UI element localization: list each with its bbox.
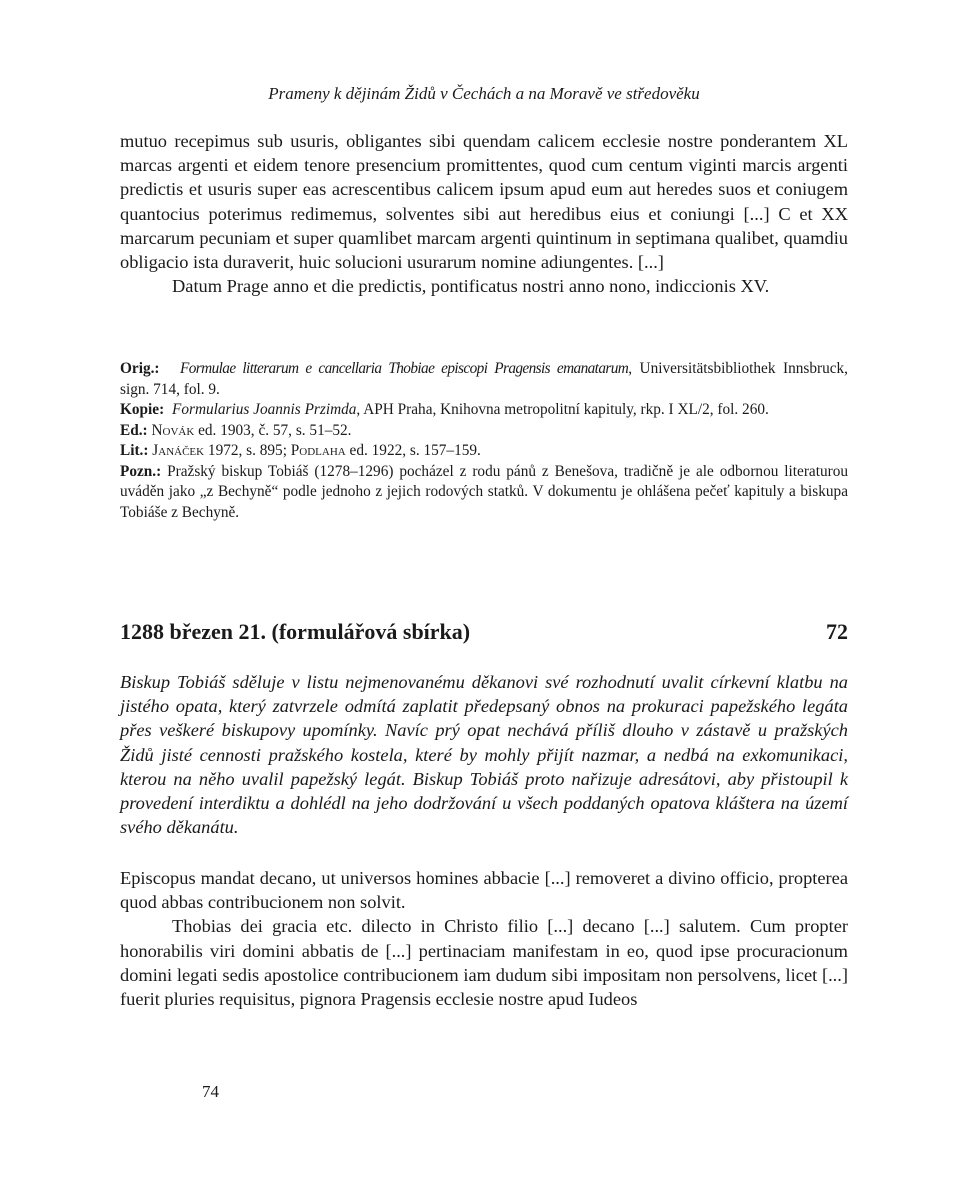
note-pozn <box>120 462 848 524</box>
note-label: Kopie: <box>120 401 165 418</box>
author-name: Novák <box>151 421 195 439</box>
charter-number: 72 <box>826 619 848 644</box>
source-location: , APH Praha, Knihovna metropolitní kapituly, rkp. I XL/2, fol. 260. <box>356 401 769 418</box>
charter-summary: Episcopus mandat decano, ut universos homines abbacie [...] removeret a divino officio, propterea quod abbas contribucionem non solvit. <box>120 868 848 913</box>
note-label: Orig.: <box>120 360 160 377</box>
charter-regest <box>120 670 848 839</box>
note-label: Pozn.: <box>120 462 162 480</box>
note-text: Pražský biskup Tobiáš (1278–1296) pocházel z rodu pánů z Benešova, tradičně je ale odbornou literaturou uváděn jako „z Bechyně“ podle jednoho z jejich rodových statků. V dokumentu je ohlášena pečeť kapituly a biskupa Tobiáše z Bechyně. <box>120 462 848 521</box>
note-lit <box>120 441 848 462</box>
dating-clause: Datum Prage anno et die predictis, pontificatus nostri anno nono, indiccionis XV. <box>172 276 770 297</box>
note-label: Ed.: <box>120 421 148 439</box>
note-orig <box>120 359 848 400</box>
charter-date-title: 1288 březen 21. (formulářová sbírka) <box>120 619 471 644</box>
author-name: Podlaha <box>290 442 346 459</box>
source-location: , Universitätsbibliothek Innsbruck, sign. 714, fol. 9. <box>120 360 848 398</box>
previous-charter-text <box>120 129 848 298</box>
citation: 1972, s. 895; <box>204 442 291 459</box>
charter-header <box>120 619 848 645</box>
regest-text: Biskup Tobiáš sděluje v listu nejmenovanému děkanovi své rozhodnutí uvalit církevní klatbu na jistého opata, který zatvrzele odmítá zaplatit předepsaný obnos na prokuraci papežského legáta přes veškeré biskupovy upomínky. Navíc prý opat nechává příliš dlouho v zástavě u pražských Židů jisté cennosti pražského kostela, které by mohly přijít nazmar, a nedbá na exkomunikaci, kterou na něho uvalil papežský legát. Biskup Tobiáš proto nařizuje adresátovi, aby přistoupil k provedení interdiktu a dohlédl na jeho dodržování u všech poddaných opatova kláštera na území svého děkanátu. <box>120 672 848 838</box>
page <box>120 0 848 1181</box>
note-label: Lit.: <box>120 442 149 459</box>
author-name: Janáček <box>152 442 205 459</box>
citation: ed. 1922, s. 157–159. <box>345 442 481 459</box>
source-title: Formularius Joannis Przimda <box>172 401 357 418</box>
page-number: 74 <box>202 1082 219 1101</box>
running-head: Prameny k dějinám Židů v Čechách a na Moravě ve středověku <box>268 84 700 103</box>
source-title: Formulae litterarum e cancellaria Thobiae episcopi Pragensis emanatarum <box>180 360 629 377</box>
note-ed <box>120 421 848 442</box>
charter-text <box>120 866 848 1011</box>
apparatus-notes <box>120 359 848 523</box>
text-paragraph: mutuo recepimus sub usuris, obligantes sibi quendam calicem ecclesie nostre ponderantem XL marcas argenti et eidem tenore presencium promittentes, quod cum centum viginti marcis argenti predictis et usuris super eas acrescentibus calicem ipsum apud eum aut heredes suos et coniugem quantocius poterimus redimemus, solventes sibi aut heredibus eius et coniungi [...] C et XX marcarum pecuniam et super quamlibet marcam argenti quintinum in septimana qualibet, quamdiu obligacio ista duraverit, huic solucioni usurarum nomine adiungentes. [...] <box>120 131 848 273</box>
charter-body: Thobias dei gracia etc. dilecto in Christo filio [...] decano [...] salutem. Cum propter honorabilis viri domini abbatis de [...] pertinaciam manifestam in eo, quod ipse procuracionum domini legati sedis apostolice contribucionem iam dudum sibi impositam non persolvens, licet [...] fuerit pluries requisitus, pignora Pragensis ecclesie nostre apud Iudeos <box>120 916 848 1010</box>
note-kopie <box>120 400 848 421</box>
citation: ed. 1903, č. 57, s. 51–52. <box>194 421 352 439</box>
